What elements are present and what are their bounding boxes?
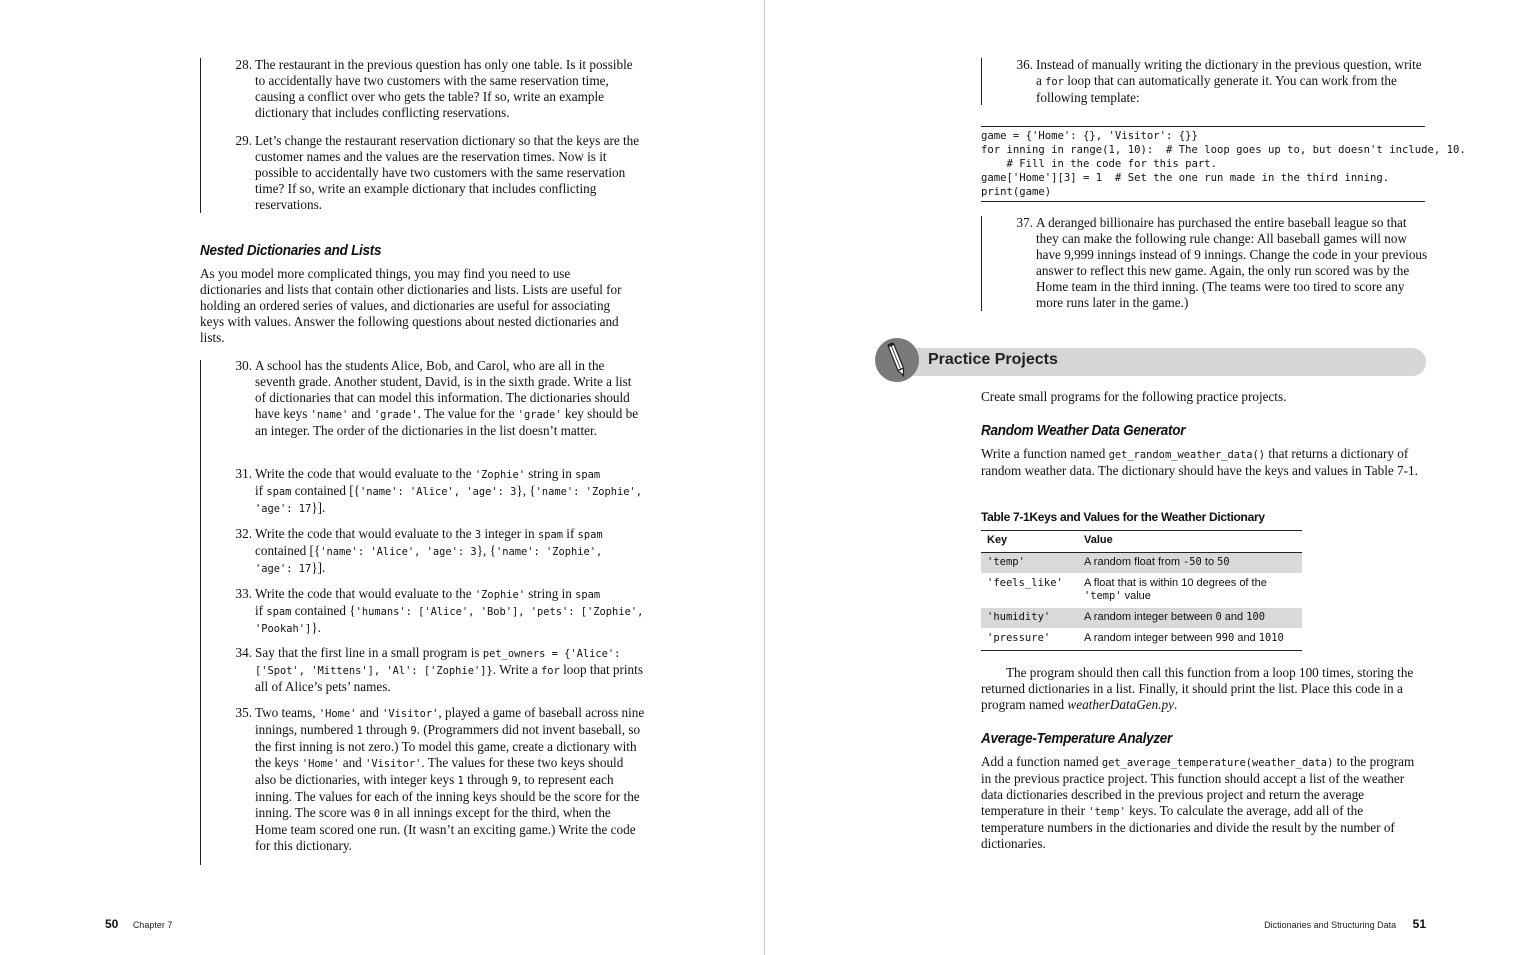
code-block <box>981 126 1466 202</box>
question-text: Write the code that would evaluate to the 'Zophie' string in spam if spam contained [{'name': 'Alice', 'age': 3}, {'name': 'Zophie', 'age': 17}]. <box>255 466 642 515</box>
left-footer <box>105 915 172 933</box>
nested-intro-paragraph: As you model more complicated things, you may find you need to use dictionaries and lists that contain other dictionaries and lists. Lists are useful for holding an ordered series of values, and dictionaries are useful for associating keys with values. Answer the following questions about nested dictionaries and lists. <box>200 266 622 345</box>
question-text: The restaurant in the previous question has only one table. Is it possible to accidentally have two customers with the same reservation time, causing a conflict over who gets the table? If so, write an example dictionary that includes conflicting reservations. <box>255 57 633 120</box>
question-text: Two teams, 'Home' and 'Visitor', played a game of baseball across nine innings, numbered 1 through 9. (Programmers did not invent baseball, so the first inning is not zero.) To model this game, create a dictionary with the keys 'Home' and 'Visitor'. The values for these two keys should also be dictionaries, with integer keys 1 through 9, to represent each inning. The values for each of the inning keys should be the score for the inning. The score was 0 in all innings except for the third, when the Home team scored one run. (It wasn’t an exciting game.) Write the code for this dictionary. <box>255 705 645 853</box>
question-change-bar <box>200 58 201 213</box>
question-change-bar <box>981 216 982 311</box>
question-text: Say that the first line in a small program is pet_owners = {'Alice': ['Spot', 'Mittens'], 'Al': ['Zophie']}. Write a for loop that prints all of Alice’s pets’ names. <box>255 645 643 694</box>
table-cell-value: A random integer between 990 and 1010 <box>1084 632 1284 644</box>
table-cell-value: A random integer between 0 and 100 <box>1084 611 1265 623</box>
practice-projects-title: Practice Projects <box>928 351 1058 368</box>
code-line: game['Home'][3] = 1 # Set the one run made in the third inning. <box>981 172 1390 184</box>
random-weather-paragraph: Write a function named get_random_weather_data() that returns a dictionary of random weather data. The dictionary should have the keys and values in Table 7-1. <box>981 446 1418 478</box>
page-number: 50 <box>105 917 119 931</box>
average-temperature-paragraph: Add a function named get_average_temperature(weather_data) to the program in the previous practice project. This function should accept a list of the weather data dictionaries described in the previous project and return the average temperature in their 'temp' keys. To calculate the average, add all of the temperature numbers in the dictionaries and divide the result by the number of dictionaries. <box>981 754 1415 851</box>
practice-intro: Create small programs for the following practice projects. <box>981 389 1287 404</box>
table-header-row <box>981 531 1302 553</box>
question-text: Instead of manually writing the dictionary in the previous question, write a for loop that can automatically generate it. You can work from the following template: <box>1036 57 1422 105</box>
question-text: Write the code that would evaluate to the 'Zophie' string in spam if spam contained {'humans': ['Alice', 'Bob'], 'pets': ['Zophie', 'Pookah']}. <box>255 586 644 635</box>
random-weather-paragraph-2: The program should then call this function from a loop 100 times, storing the returned dictionaries in a list. Finally, it should print the list. Place this code in a program named weatherDataGen.py. <box>981 665 1414 712</box>
question-number: 31. <box>235 466 252 481</box>
page-gutter <box>764 0 765 955</box>
table-header-key: Key <box>987 534 1008 546</box>
page-number: 51 <box>1412 917 1426 931</box>
section-heading-nested: Nested Dictionaries and Lists <box>200 242 382 259</box>
weather-table <box>981 530 1302 651</box>
table-row <box>981 553 1302 574</box>
question-number: 35. <box>235 705 252 720</box>
table-header-value: Value <box>1084 534 1113 546</box>
question-text: Let’s change the restaurant reservation dictionary so that the keys are the customer names and the values are the reservation times. Now is it possible to accidentally have two customers with the same reservation time? If so, write an example dictionary that includes conflicting reservations. <box>255 133 640 212</box>
pencil-icon <box>875 338 919 382</box>
question-text: A school has the students Alice, Bob, and Carol, who are all in the seventh grade. Another student, David, is in the sixth grade. Write a list of dictionaries that can model this information. The dictionaries should have keys 'name' and 'grade'. The value for the 'grade' key should be an integer. The order of the dictionaries in the list doesn’t matter. <box>255 358 639 438</box>
question-number: 30. <box>235 358 252 373</box>
chapter-label: Chapter 7 <box>132 920 173 930</box>
table-cell-value: A float that is within 10 degrees of the 'temp' value <box>1084 577 1267 602</box>
chapter-label: Dictionaries and Structuring Data <box>1264 920 1397 930</box>
table-cell-key: 'feels_like' <box>987 577 1063 589</box>
table-cell-value: A random float from -50 to 50 <box>1084 556 1230 568</box>
question-number: 37. <box>1016 215 1033 230</box>
question-number: 34. <box>235 645 252 660</box>
question-number: 29. <box>235 133 252 148</box>
question-number: 36. <box>1016 57 1033 72</box>
question-text: A deranged billionaire has purchased the entire baseball league so that they can make the following rule change: All baseball games will now have 9,999 innings instead of 9 innings. Change the code in your previous answer to reflect this new game. Again, the only run scored was by the Home team in the third inning. (The teams were too tired to score any more runs later in the game.) <box>1036 215 1428 310</box>
table-row <box>981 629 1302 650</box>
question-text: Write the code that would evaluate to the 3 integer in spam if spam contained [{'name': 'Alice', 'age': 3}, {'name': 'Zophie', 'age': 17}]. <box>255 526 603 575</box>
code-line: # Fill in the code for this part. <box>981 158 1217 170</box>
question-number: 33. <box>235 586 252 601</box>
table-cell-key: 'humidity' <box>987 611 1051 623</box>
section-heading-average-temperature: Average-Temperature Analyzer <box>981 730 1173 747</box>
table-caption: Table 7-1Keys and Values for the Weather Dictionary <box>981 510 1265 524</box>
right-footer <box>1264 915 1426 933</box>
code-line: game = {'Home': {}, 'Visitor': {}} <box>981 130 1198 142</box>
practice-projects-badge <box>875 338 919 382</box>
table-cell-key: 'temp' <box>987 556 1025 568</box>
question-number: 32. <box>235 526 252 541</box>
table-row <box>981 574 1302 608</box>
table-cell-key: 'pressure' <box>987 632 1051 644</box>
code-line: print(game) <box>981 186 1052 198</box>
code-line: for inning in range(1, 10): # The loop goes up to, but doesn't include, 10. <box>981 144 1466 156</box>
section-heading-random-weather: Random Weather Data Generator <box>981 422 1186 439</box>
question-change-bar <box>200 360 201 865</box>
table-row <box>981 608 1302 629</box>
question-number: 28. <box>235 57 252 72</box>
question-change-bar <box>981 58 982 105</box>
